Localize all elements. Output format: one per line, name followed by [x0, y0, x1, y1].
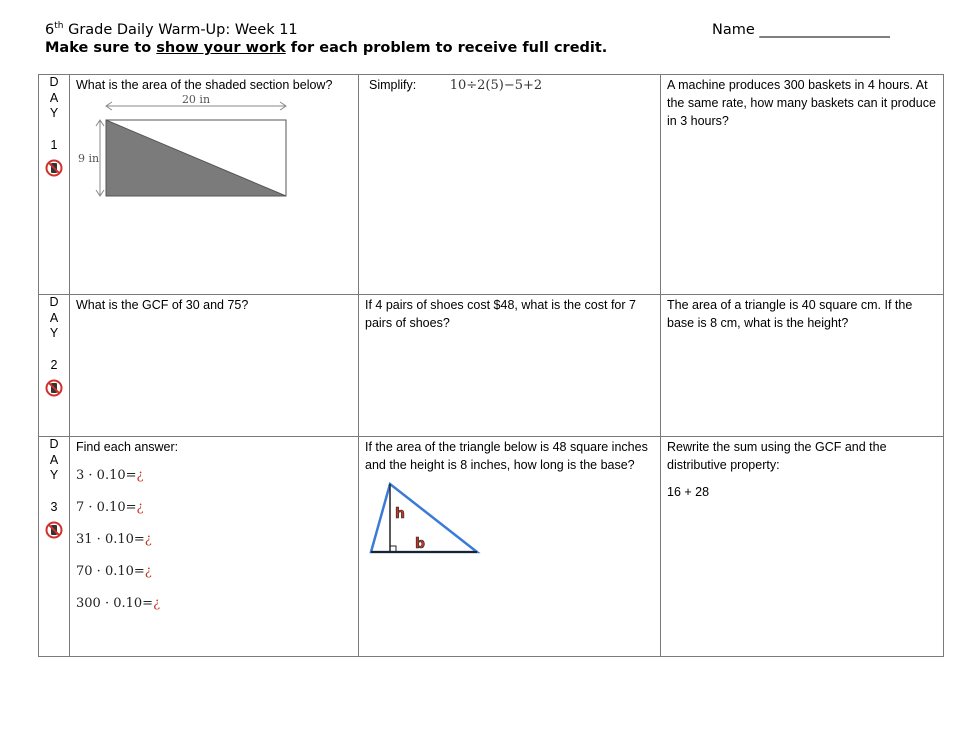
- problem-text: Rewrite the sum using the GCF and the distributive property:: [667, 440, 887, 472]
- name-field-label: Name __________________: [712, 22, 890, 38]
- problem-text: Find each answer:: [76, 440, 179, 454]
- show-your-work-emphasis: show your work: [156, 40, 286, 56]
- problem-text: What is the area of the shaded section below?: [76, 78, 333, 92]
- day-3-row: [39, 437, 944, 657]
- day-2-label: D A Y 2: [39, 295, 70, 437]
- math-item: 31 · 0.10=¿: [76, 532, 152, 547]
- day-2-row: [39, 295, 944, 437]
- no-phone-icon: [45, 159, 63, 177]
- height-label: h: [395, 506, 405, 522]
- height-label: 9 in: [78, 152, 100, 165]
- problem-text: What is the GCF of 30 and 75?: [76, 298, 249, 312]
- sum-expression: 16 + 28: [667, 485, 710, 499]
- problem-text: A machine produces 300 baskets in 4 hours. At the same rate, how many baskets can it produce in 3 hours?: [667, 78, 936, 128]
- day-2-problem-2: [359, 295, 661, 437]
- day-2-problem-3: [661, 295, 944, 437]
- worksheet-title: 6th Grade Daily Warm-Up: Week 11: [45, 21, 298, 38]
- no-phone-icon: [45, 379, 63, 397]
- problem-text: If 4 pairs of shoes cost $48, what is the cost for 7 pairs of shoes?: [365, 298, 636, 330]
- day-3-label: D A Y 3: [39, 437, 70, 657]
- math-item: 7 · 0.10=¿: [76, 500, 144, 515]
- problem-text: Simplify: 10÷2(5)−5+2: [369, 78, 543, 93]
- base-label: b: [415, 536, 426, 552]
- warmup-grid: [38, 74, 944, 657]
- expression: 10÷2(5)−5+2: [449, 78, 543, 93]
- multiplication-list: [70, 456, 358, 627]
- math-item: 3 · 0.10=¿: [76, 468, 144, 483]
- instructions: Make sure to show your work for each problem to receive full credit.: [45, 40, 608, 56]
- day-1-row: [39, 75, 944, 295]
- problem-text: The area of a triangle is 40 square cm. If the base is 8 cm, what is the height?: [667, 298, 913, 330]
- no-phone-icon: [45, 521, 63, 539]
- math-item: 300 · 0.10=¿: [76, 596, 161, 611]
- day-1-problem-2: [359, 75, 661, 295]
- width-label: 20 in: [181, 94, 211, 106]
- shaded-rectangle-figure: [76, 94, 296, 204]
- day-3-problem-3: [661, 437, 944, 657]
- math-item: 70 · 0.10=¿: [76, 564, 152, 579]
- day-1-problem-3: [661, 75, 944, 295]
- day-3-problem-2: [359, 437, 661, 657]
- day-3-problem-1: [70, 437, 359, 657]
- problem-text: If the area of the triangle below is 48 square inches and the height is 8 inches, how long is the base?: [365, 440, 648, 472]
- day-2-problem-1: [70, 295, 359, 437]
- triangle-figure: [367, 476, 487, 556]
- day-1-problem-1: [70, 75, 359, 295]
- day-1-label: D A Y 1: [39, 75, 70, 295]
